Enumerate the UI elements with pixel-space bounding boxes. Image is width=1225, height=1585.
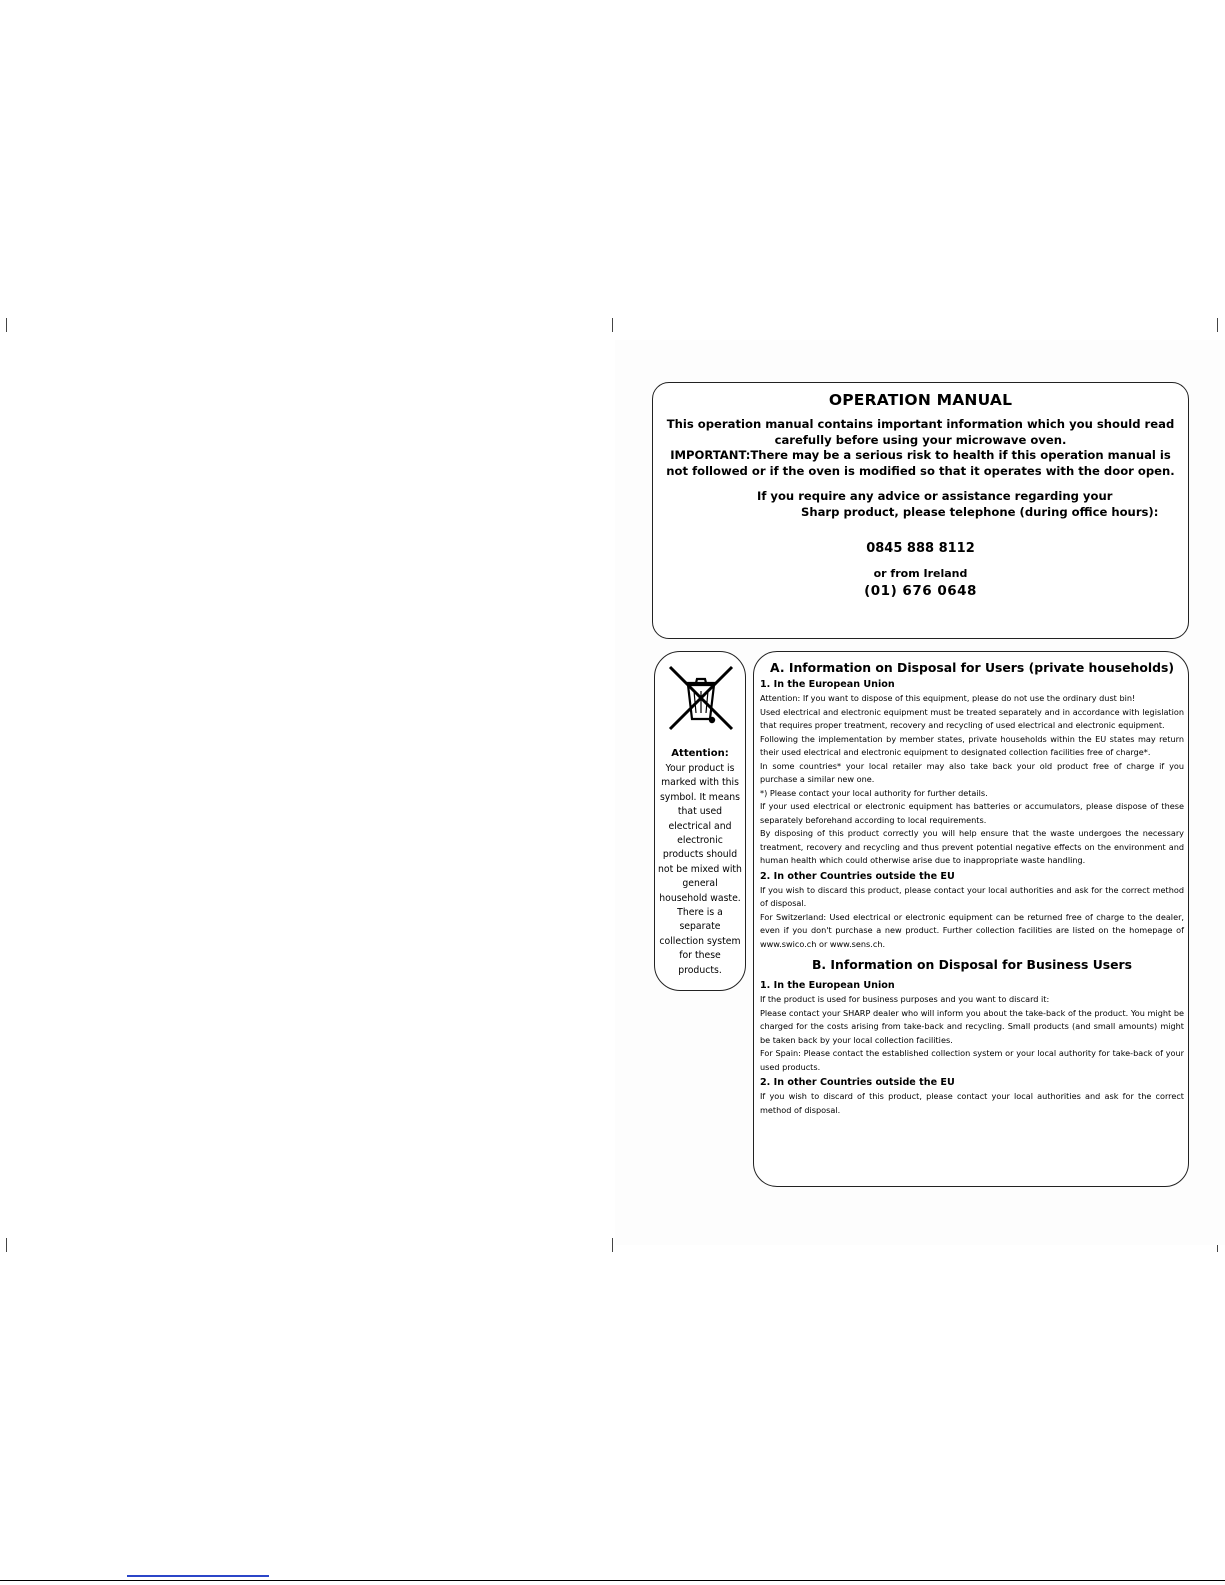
advice-line-2: Sharp product, please telephone (during office hours): <box>801 505 1159 519</box>
phone-uk: 0845 888 8112 <box>866 541 975 556</box>
important-text: IMPORTANT:There may be a serious risk to health if this operation manual is not followed or if the oven is modified so that it operates with the door open. <box>666 448 1175 478</box>
or-from-ireland: or from Ireland <box>873 567 968 580</box>
operation-manual-box <box>652 382 1189 639</box>
attention-title: Attention: <box>671 748 729 759</box>
advice-line-1: If you require any advice or assistance regarding your <box>757 489 1113 503</box>
operation-manual-title: OPERATION MANUAL <box>828 391 1013 409</box>
paragraph: If you wish to discard of this product, please contact your local authorities and ask for the correct method of disposal. <box>760 1091 1184 1115</box>
paragraph: By disposing of this product correctly you will help ensure that the waste undergoes the necessary treatment, recovery and recycling and thus prevent potential negative effects on the environment and human health which could otherwise arise due to inappropriate waste handling. <box>760 828 1184 865</box>
crop-mark <box>612 1238 613 1252</box>
footer-link-underline <box>127 1575 269 1577</box>
section-a-heading: A. Information on Disposal for Users (private households) <box>770 660 1174 675</box>
paragraph: Please contact your SHARP dealer who will inform you about the take-back of the product. You might be charged for the costs arising from take-back and recycling. Small products (and small amounts) might be taken back by your local collection facilities. <box>760 1007 1184 1045</box>
paragraph: For Switzerland: Used electrical or electronic equipment can be returned free of charge to the dealer, even if you don't purchase a new product. Further collection facilities are listed on the homepage of www.swico.ch or www.sens.ch. <box>760 911 1184 949</box>
paragraph: In some countries* your local retailer may also take back your old product free of charge if you purchase a similar new one. <box>760 760 1184 784</box>
paragraph: Following the implementation by member states, private households within the EU states may return their used electrical and electronic equipment to designated collection facilities free of charge*. <box>760 733 1184 757</box>
section-b-sub2: 2. In other Countries outside the EU <box>760 1077 955 1088</box>
paragraph: *) Please contact your local authority for further details. <box>760 787 988 798</box>
crop-mark <box>1217 318 1218 332</box>
section-a-sub2: 2. In other Countries outside the EU <box>760 870 955 882</box>
paragraph: Attention: If you want to dispose of this equipment, please do not use the ordinary dust bin! <box>760 693 1136 703</box>
footer-rule <box>0 1580 1225 1581</box>
section-b-sub1: 1. In the European Union <box>760 980 895 991</box>
crossed-out-wheelie-bin-icon <box>668 665 734 731</box>
attention-text: Your product is marked with this symbol. It means that used electrical and electronic products should not be mixed with general household waste. There is a separate collection system for these products. <box>658 763 742 976</box>
crop-mark <box>6 1238 7 1252</box>
paragraph: If you wish to discard this product, please contact your local authorities and ask for the correct method of disposal. <box>760 884 1184 908</box>
paragraph: If the product is used for business purposes and you want to discard it: <box>760 994 1050 1004</box>
section-b-heading: B. Information on Disposal for Business Users <box>811 957 1133 972</box>
crop-mark <box>6 318 7 332</box>
paragraph: Used electrical and electronic equipment must be treated separately and in accordance with legislation that requires proper treatment, recovery and recycling of used electrical and electronic equipment. <box>760 706 1184 730</box>
operation-manual-intro <box>663 417 1178 479</box>
intro-text: This operation manual contains important information which you should read carefully before using your microwave oven. <box>666 417 1175 447</box>
section-a-sub1: 1. In the European Union <box>760 679 895 690</box>
disposal-info-box <box>753 651 1189 1187</box>
phone-ireland: (01) 676 0648 <box>864 583 977 599</box>
paragraph: For Spain: Please contact the established collection system or your local authority for take-back of your used products. <box>760 1048 1184 1072</box>
attention-box <box>654 651 746 991</box>
crop-mark <box>612 318 613 332</box>
paragraph: If your used electrical or electronic equipment has batteries or accumulators, please dispose of these separately beforehand according to local requirements. <box>760 801 1184 825</box>
